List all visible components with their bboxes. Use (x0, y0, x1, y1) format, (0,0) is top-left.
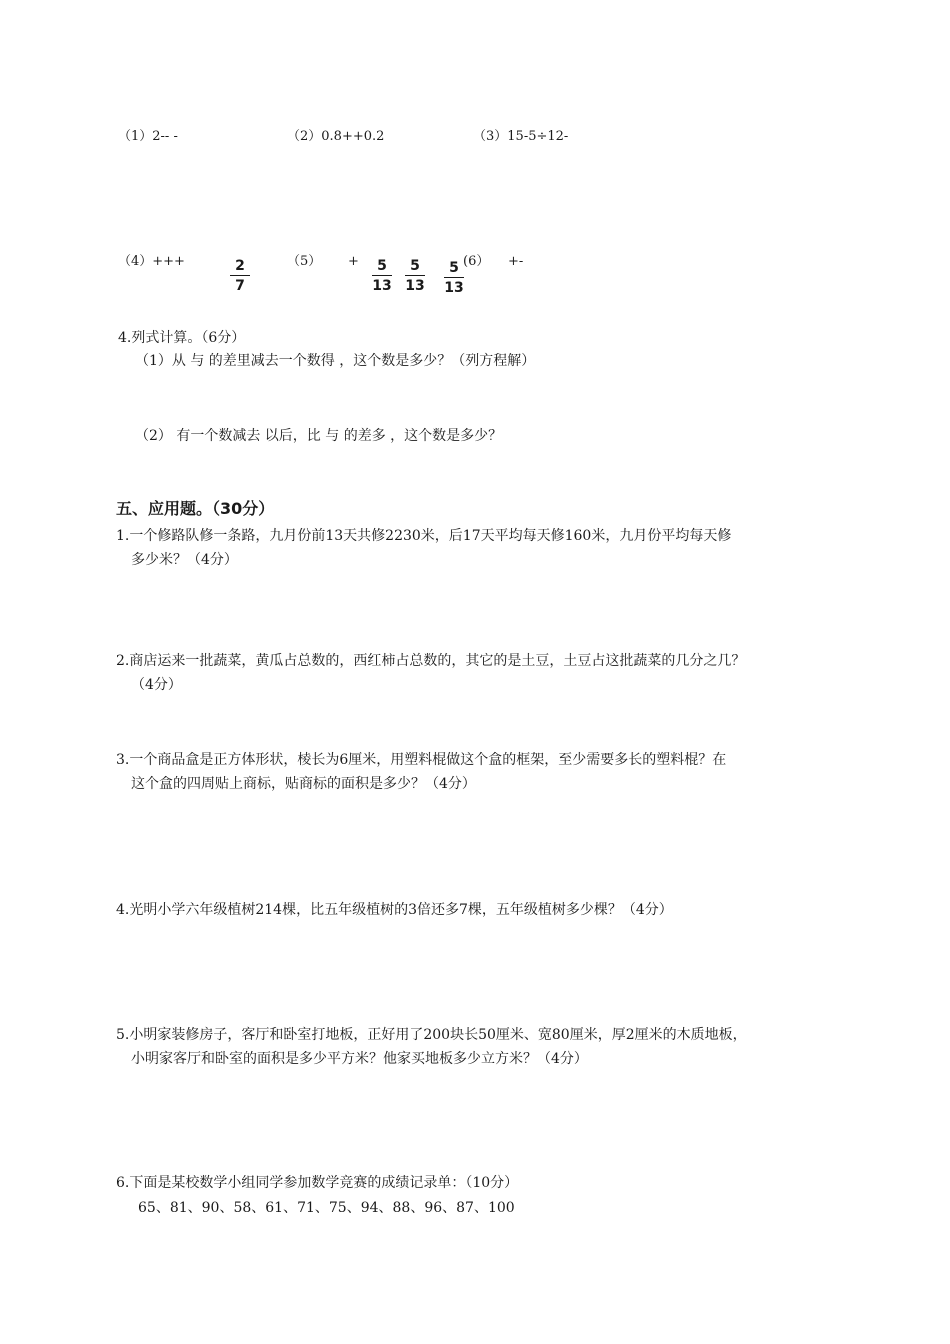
calc-problem-6-expression: +- (508, 254, 524, 269)
fraction-bar (405, 275, 425, 276)
fraction-bar (230, 275, 250, 276)
app-question-2-line-2: （4分） (131, 677, 182, 693)
app-question-6-scores: 65、81、90、58、61、71、75、94、88、96、87、100 (138, 1200, 515, 1216)
fraction-2-7 (228, 258, 252, 294)
app-question-1-line-1: 1.一个修路队修一条路，九月份前13天共修2230米，后17天平均每天修160米，九月份平均每天修 (116, 528, 732, 544)
fraction-5-13-a (370, 258, 394, 294)
fraction-bar (444, 277, 464, 278)
calc-problem-3: （3）15-5÷12- (473, 129, 569, 144)
fraction-denominator: 13 (444, 280, 464, 296)
fraction-denominator: 13 (405, 278, 425, 294)
app-question-3-line-2: 这个盒的四周贴上商标，贴商标的面积是多少？（4分） (131, 776, 476, 792)
section-4-question-2: （2） 有一个数减去 以后，比 与 的差多 ，这个数是多少？ (135, 428, 503, 444)
calc-problem-2: （2）0.8++0.2 (287, 129, 385, 144)
app-question-5-line-2: 小明家客厅和卧室的面积是多少平方米？他家买地板多少立方米？（4分） (131, 1051, 588, 1067)
calc-problem-1: （1）2-- - (118, 129, 178, 144)
app-question-2-line-1: 2.商店运来一批蔬菜，黄瓜占总数的，西红柿占总数的，其它的是土豆，土豆占这批蔬菜的几分之几？ (116, 653, 746, 669)
fraction-numerator: 5 (449, 260, 459, 276)
app-question-1-line-2: 多少米？（4分） (131, 552, 238, 568)
fraction-denominator: 13 (372, 278, 392, 294)
fraction-bar (372, 275, 392, 276)
calc-problem-6: (6） (463, 254, 490, 269)
calc-problem-5: （5） (287, 254, 322, 269)
fraction-numerator: 5 (410, 258, 420, 274)
fraction-numerator: 5 (377, 258, 387, 274)
app-question-3-line-1: 3.一个商品盒是正方体形状，棱长为6厘米，用塑料棍做这个盒的框架，至少需要多长的塑料棍？在 (116, 752, 727, 768)
app-question-6-line-1: 6.下面是某校数学小组同学参加数学竞赛的成绩记录单：（10分） (116, 1175, 519, 1191)
app-question-4-line-1: 4.光明小学六年级植树214棵，比五年级植树的3倍还多7棵，五年级植树多少棵？（4分） (116, 902, 673, 918)
section-4-question-1: （1）从 与 的差里减去一个数得 ，这个数是多少？（列方程解） (135, 353, 536, 369)
fraction-denominator: 7 (235, 278, 245, 294)
calc-problem-4: （4）+++ (118, 254, 185, 269)
fraction-numerator: 2 (235, 258, 245, 274)
plus-sign: + (348, 254, 359, 269)
app-question-5-line-1: 5.小明家装修房子，客厅和卧室打地板，正好用了200块长50厘米、宽80厘米，厚2厘米的木质地板， (116, 1027, 747, 1043)
section-5-heading: 五、应用题。（30分） (116, 499, 275, 518)
fraction-5-13-b (403, 258, 427, 294)
section-4-title: 4.列式计算。（6分） (118, 330, 246, 346)
